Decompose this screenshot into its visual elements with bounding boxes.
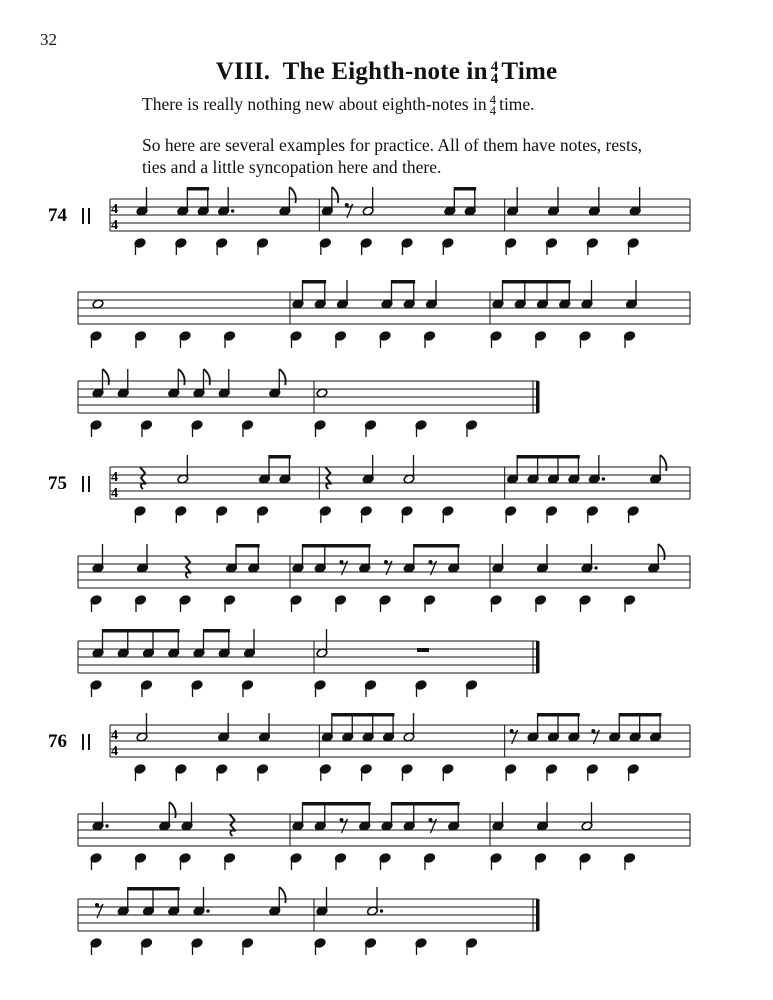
quarter-rest	[230, 814, 236, 836]
measure	[490, 544, 665, 612]
measure	[90, 802, 235, 870]
staff-line-system	[48, 713, 690, 781]
exercise-76	[48, 713, 690, 955]
quarter-rest	[325, 467, 331, 489]
measure	[134, 713, 270, 781]
flag	[660, 455, 666, 471]
exercise-75	[48, 455, 690, 697]
page-number: 32	[40, 30, 57, 49]
measure	[319, 455, 453, 523]
section-roman: VIII.	[215, 58, 271, 85]
measure	[290, 544, 460, 612]
measure	[505, 455, 667, 523]
time-signature-bottom: 4	[111, 486, 118, 501]
time-signature-top: 4	[111, 202, 118, 217]
beam	[204, 629, 231, 633]
measure	[134, 187, 296, 255]
eighth-rest-dot	[591, 729, 595, 733]
quarter-rest	[140, 467, 146, 489]
measure	[134, 455, 291, 523]
measure	[314, 388, 477, 437]
staff-line-system	[48, 455, 690, 523]
flag	[178, 369, 184, 385]
flag	[279, 887, 285, 903]
beam	[269, 455, 291, 459]
measure	[290, 802, 460, 870]
flag	[204, 369, 210, 385]
beam	[538, 713, 580, 717]
beam	[187, 187, 209, 191]
staff-line-system	[78, 369, 540, 437]
staff-line-system	[78, 544, 690, 612]
beam	[128, 887, 180, 891]
eighth-rest-dot	[345, 203, 349, 207]
beam	[503, 280, 571, 284]
measure	[314, 887, 477, 955]
dot	[594, 566, 597, 569]
quarter-rest	[185, 556, 191, 578]
eighth-rest-dot	[429, 818, 433, 822]
beam	[303, 544, 371, 548]
dot	[231, 209, 234, 212]
measure	[90, 544, 260, 612]
dot	[105, 824, 108, 827]
exercise-number: 74	[48, 205, 67, 226]
final-barline-thick	[536, 899, 540, 931]
final-barline-thick	[536, 381, 540, 413]
beam	[517, 455, 580, 459]
flag	[103, 369, 109, 385]
half-rest	[417, 648, 429, 652]
flag	[169, 802, 175, 818]
beam	[303, 280, 327, 284]
dot	[602, 477, 605, 480]
title-time-denominator: 4	[490, 71, 499, 88]
staff-line-system	[78, 802, 690, 870]
intro-text: There is really nothing new about eighth-notes in	[142, 94, 487, 114]
measure	[290, 280, 437, 348]
beam	[303, 802, 371, 806]
final-barline-thick	[536, 641, 540, 673]
exercise-74	[48, 187, 690, 437]
measure	[90, 299, 235, 348]
intro-paragraph-2: So here are several examples for practice. All of them have notes, rests, ties and a little syncopation here and there.	[142, 135, 643, 177]
measure	[505, 187, 641, 255]
beam	[619, 713, 661, 717]
exercise-number: 75	[48, 473, 67, 494]
flag	[658, 544, 664, 560]
eighth-rest-dot	[429, 560, 433, 564]
beam	[392, 802, 460, 806]
time-signature-bottom: 4	[111, 218, 118, 233]
eighth-rest-dot	[340, 560, 344, 564]
dot	[206, 909, 209, 912]
staff-line-system	[78, 887, 540, 955]
beam	[236, 544, 260, 548]
beam	[332, 713, 395, 717]
title-text: The Eighth-note in	[282, 58, 488, 85]
beam	[414, 544, 460, 548]
measure	[90, 369, 286, 437]
flag	[289, 187, 295, 203]
staff-line-system	[78, 629, 540, 697]
beam	[454, 187, 476, 191]
measure	[319, 187, 476, 255]
measure	[319, 713, 453, 781]
measure	[490, 280, 637, 348]
measure	[490, 802, 635, 870]
intro-time-numerator: 4	[489, 92, 497, 108]
flag	[332, 187, 338, 203]
title-text-end: Time	[501, 58, 558, 85]
intro-time-denominator: 4	[489, 102, 497, 118]
beam	[392, 280, 416, 284]
exercise-number: 76	[48, 731, 67, 752]
eighth-rest-dot	[95, 903, 99, 907]
measure	[314, 629, 477, 697]
time-signature-top: 4	[111, 470, 118, 485]
beam	[103, 629, 180, 633]
measure	[505, 713, 662, 781]
staff-line-system	[78, 280, 690, 348]
flag	[279, 369, 285, 385]
measure	[90, 887, 286, 955]
dot	[380, 909, 383, 912]
eighth-rest-dot	[384, 560, 388, 564]
eighth-rest-dot	[340, 818, 344, 822]
staff-line-system	[48, 187, 690, 255]
eighth-rest-dot	[510, 729, 514, 733]
title-time-numerator: 4	[490, 58, 499, 75]
time-signature-top: 4	[111, 728, 118, 743]
time-signature-bottom: 4	[111, 744, 118, 759]
intro-text-end: time.	[499, 94, 535, 114]
measure	[90, 629, 255, 697]
